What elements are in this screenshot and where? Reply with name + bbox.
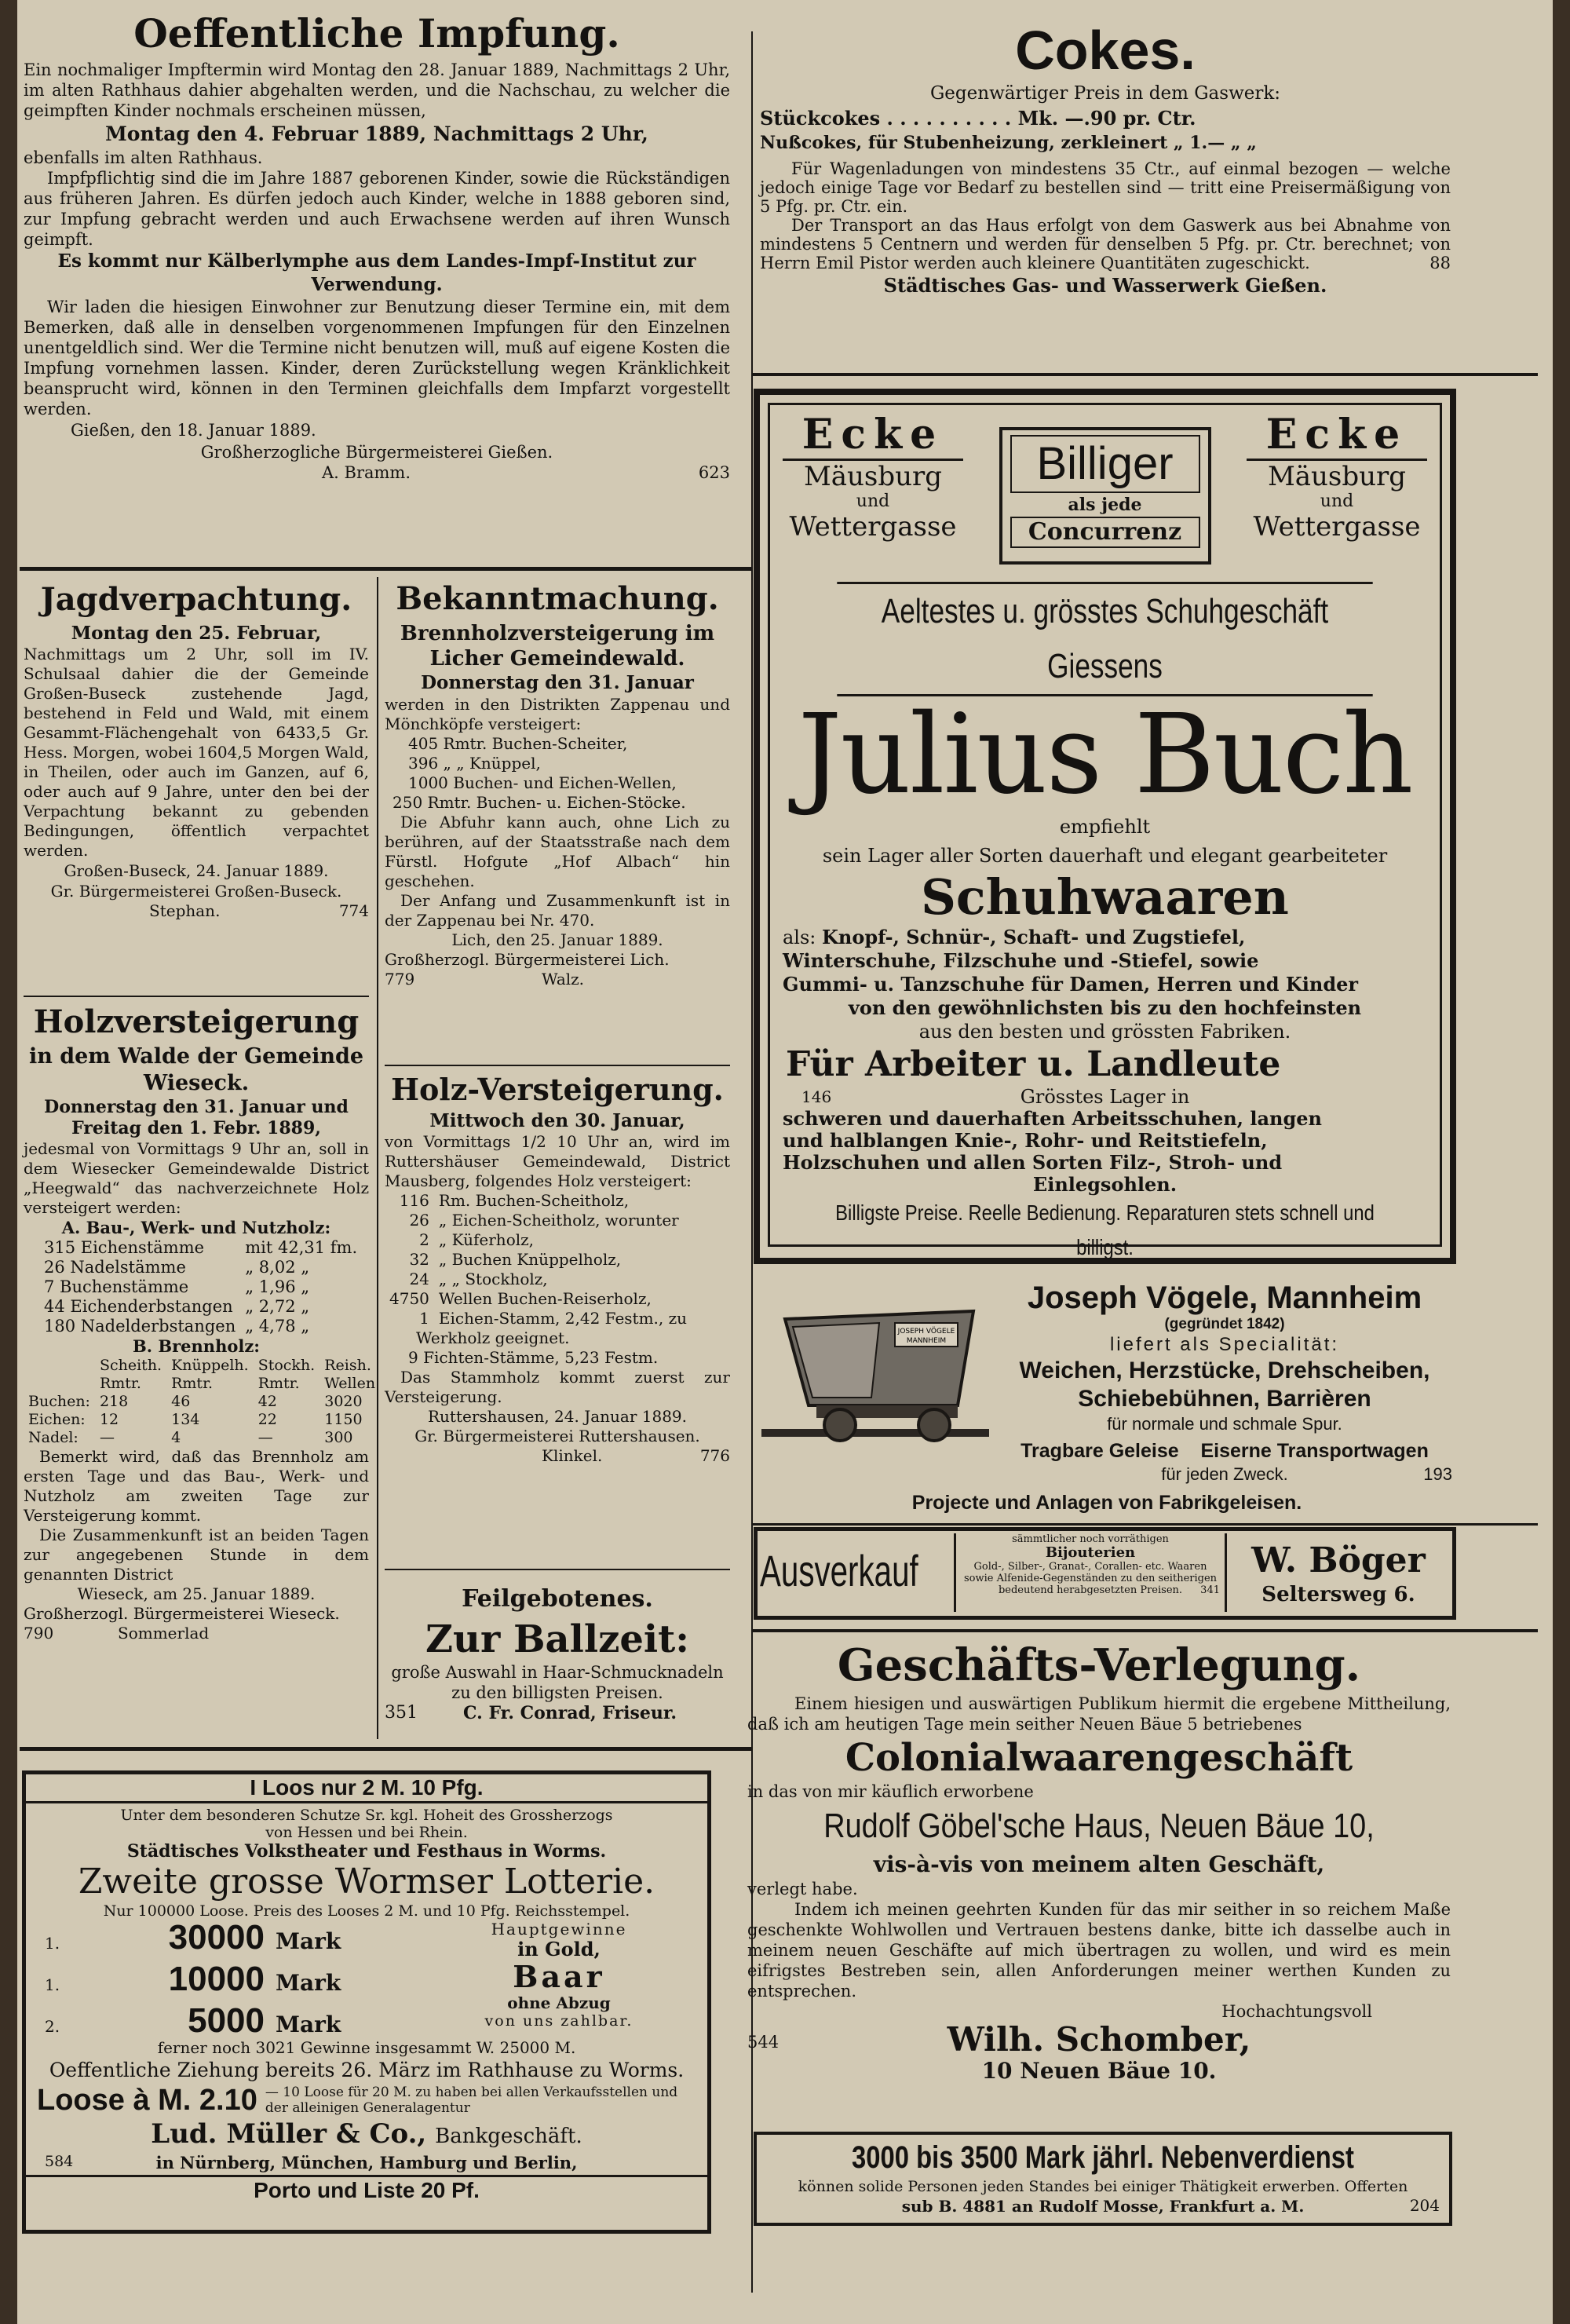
buch-als2: als: (783, 926, 816, 948)
holz1-date: Wieseck, am 25. Januar 1889. (77, 1584, 316, 1603)
table-row (39, 1297, 362, 1317)
holz1-hA: A. Bau-, Werk- und Nutzholz: (61, 1218, 331, 1237)
cell: „ Eichen-Scheitholz, worunter (438, 1211, 679, 1230)
cell: 4750 (389, 1289, 429, 1308)
buch-name: Julius Buch (798, 691, 1412, 819)
jagd-sign: Stephan. (149, 901, 221, 920)
bekannt-p1: Donnerstag den 31. Januar (421, 672, 694, 693)
cell: Rm. Buchen-Scheitholz, (438, 1191, 630, 1210)
table-row (24, 1429, 380, 1447)
conrad-sign: C. Fr. Conrad, Friseur. (463, 1703, 677, 1723)
cell: „ „ Stockholz, (438, 1270, 548, 1288)
buch-ecke-right: Ecke (1247, 411, 1427, 461)
voegele-est: (gegründet 1842) (1164, 1316, 1285, 1332)
holz1-sub: in dem Walde der Gemeinde Wieseck. (28, 1044, 364, 1095)
cell: 24 (409, 1270, 429, 1288)
cell: Stockh. (257, 1357, 316, 1374)
buch-ecke-left: Ecke (783, 411, 963, 461)
buch-list3: Gummi- u. Tanzschuhe für Damen, Herren und Kinder (783, 973, 1359, 996)
buch-conc: Concurrenz (1010, 517, 1200, 548)
cokes-title: Cokes. (1015, 20, 1196, 81)
buch-list5: aus den besten und grössten Fabriken. (918, 1021, 1291, 1043)
ad-boeger (754, 1527, 1456, 1621)
buch-g1: schweren und dauerhaften Arbeitsschuhen, langen (783, 1107, 1322, 1130)
schomber-p4: Indem ich meinen geehrten Kunden für das mir seither in so reichem Maße geschenkte Wohlwollen und Vertrauen bestens danke, bitte ich dasselbe auch in meinem neuen Geschäfte auf mich übertragen zu wollen, und wird es mein eifrigstes Bestreben sein, allen Anforderungen meiner werthen Kunden zu entsprechen. (747, 1900, 1451, 2001)
holz2-num: 776 (699, 1446, 730, 1465)
ad-holz-ruttershausen (385, 1069, 730, 1540)
lotterie-firm2: Bankgeschäft. (435, 2125, 582, 2148)
ad-impfung (24, 8, 730, 561)
conrad-h1: Feilgebotenes. (462, 1585, 653, 1613)
cell: Eichen: (28, 1411, 86, 1428)
cokes-row1: Stückcokes . . . . . . . . . . Mk. —.90 pr. Ctr. (760, 107, 1196, 130)
bekannt-item: 396 „ „ Knüppel, (408, 754, 541, 773)
jagd-p2: Nachmittags um 2 Uhr, soll im IV. Schulsaal dahier die der Gemeinde Großen-Buseck zustehende Jagd, bestehend in Feld und Wald, mit einem Gesammt-Flächengehalt von 6433,5 Gr. Hess. Morgen, wobei 1604,5 Morgen Wald, in Theilen, oder auch im Ganzen, auf 6, oder auch auf 9 Jahre, unter den bei der Verpachtung bekannt zu gebenden Bedingungen, öffentlich verpachtet werden. (24, 645, 369, 860)
schomber-vis: vis-à-vis von meinem alten Geschäft, (873, 1851, 1325, 1877)
buch-g3: Holzschuhen und allen Sorten Filz-, Stroh- und (783, 1151, 1283, 1174)
bekannt-sub: Brennholzversteigerung im Licher Gemeindewald. (400, 622, 715, 671)
buch-gr: Grösstes Lager in (1020, 1086, 1190, 1108)
voegele-l7: Projecte und Anlagen von Fabrikgeleisen. (911, 1492, 1302, 1514)
buch-list2: Winterschuhe, Filzschuhe und -Stiefel, sowie (783, 949, 1259, 972)
cell: Nadel: (28, 1429, 78, 1446)
cell: Scheith. (99, 1357, 162, 1374)
table-row (39, 1238, 362, 1258)
section-rule (753, 1523, 1538, 1526)
schomber-p1: Einem hiesigen und auswärtigen Publikum hiermit die ergebene Mittheilung, daß ich am heutigen Tage mein seither Neuen Bäue 5 betriebenes (747, 1694, 1451, 1734)
cell: 3020 (324, 1393, 363, 1410)
lotterie-prizes (37, 1918, 696, 2040)
lotterie-hg1: Hauptgewinne (491, 1920, 627, 1938)
cell: mit 42,31 fm. (245, 1238, 358, 1257)
prize-row: 1. 30000 Mark (45, 1918, 341, 1957)
lotterie-head: I Loos nur 2 M. 10 Pfg. (26, 1774, 707, 1803)
cell: 218 (99, 1393, 129, 1410)
holz2-p2: von Vormittags 1/2 10 Uhr an, wird im Ruttershäuser Gemeindewald, District Mausberg, folgendes Holz versteigert: (385, 1132, 730, 1190)
lotterie-title: Zweite grosse Wormser Lotterie. (78, 1862, 655, 1902)
impfung-p6: Wir laden die hiesigen Einwohner zur Benutzung dieser Termine ein, mit dem Bemerken, daß alle in denselben vorgenommenen Impfungen für den Einzelnen unentgeldlich sind. Wer die Termine nicht benutzen will, muß auf eigene Kosten die Impfung vornehmen lassen. Kinder, deren Zurückstellung wegen Kränklichkeit beansprucht wird, können in den Terminen gleichfalls dem Impfarzt vorgestellt werden. (24, 298, 730, 418)
cell: 44 Eichenderbstangen (44, 1297, 233, 1316)
lotterie-l4: Nur 100000 Loose. Preis des Looses 2 M. und 10 Pfg. Reichsstempel. (103, 1902, 630, 1920)
cell: 26 Nadelstämme (44, 1258, 186, 1277)
buch-und-right: und (1320, 491, 1354, 511)
cokes-row2: Nußcokes, für Stubenheizung, zerkleinert „ 1.— „ „ (760, 133, 1257, 153)
bekannt-item: 250 Rmtr. Buchen- u. Eichen-Stöcke. (392, 793, 686, 812)
table-row (24, 1357, 380, 1375)
holz1-p4: Die Zusammenkunft ist an beiden Tagen zur angegebenen Stunde in dem genannten District (24, 1526, 369, 1584)
page-edge-left (0, 0, 17, 2324)
lotterie-hg2: in Gold, (517, 1938, 601, 1960)
lotterie-l7: in Nürnberg, München, Hamburg und Berlin, (155, 2153, 578, 2172)
voegele-l2: Weichen, Herzstücke, Drehscheiben, (1019, 1357, 1430, 1383)
boeger-t2: Bijouterien (1045, 1544, 1136, 1561)
voegele-l5b: Eiserne Transportwagen (1200, 1440, 1429, 1462)
holz1-p3: Bemerkt wird, daß das Brennholz am ersten Tage und das Bau-, Werk- und Nutzholz am zweiten Tage zur Versteigerung kommt. (24, 1447, 369, 1525)
schomber-addr: 10 Neuen Bäue 10. (981, 2058, 1217, 2084)
schomber-haus: Rudolf Göbel'sche Haus, Neuen Bäue 10, (823, 1807, 1375, 1845)
buch-g2: und halblangen Knie-, Rohr- und Reitstiefeln, (783, 1129, 1268, 1152)
cell: 7 Buchenstämme (44, 1277, 189, 1296)
holz2-office: Gr. Bürgermeisterei Ruttershausen. (414, 1427, 700, 1445)
prize-row: 2. 5000 Mark (45, 2001, 341, 2040)
holz2-p3: Werkholz geeignet. (416, 1328, 570, 1347)
buch-maus-right: Mäusburg (1267, 461, 1407, 492)
cell: Wellen Buchen-Reiserholz, (438, 1289, 652, 1308)
ad-bekanntmachung (385, 577, 730, 1064)
section-rule (385, 1065, 730, 1066)
impfung-date: Gießen, den 18. Januar 1889. (71, 421, 316, 440)
lotterie-l2: von Hessen und bei Rhein. (265, 1824, 468, 1841)
bekannt-num: 779 (385, 970, 415, 988)
cell: 1150 (324, 1411, 363, 1428)
buch-g4: Einlegsohlen. (1032, 1173, 1178, 1196)
boeger-t1: sämmtlicher noch vorräthigen (1012, 1533, 1169, 1545)
lotterie-foot: Porto und Liste 20 Pf. (26, 2175, 707, 2204)
holz2-date: Ruttershausen, 24. Januar 1889. (427, 1407, 688, 1426)
jagd-date: Großen-Buseck, 24. Januar 1889. (64, 861, 329, 880)
cell: 1 (419, 1309, 429, 1328)
cokes-sign: Städtisches Gas- und Wasserwerk Gießen. (883, 274, 1327, 297)
buch-header (770, 405, 1440, 582)
buch-billiger: Billiger (1010, 435, 1200, 493)
section-rule (385, 1569, 730, 1570)
holz2-table (385, 1191, 692, 1328)
buch-list4: von den gewöhnlichsten bis zu den hochfeinsten (848, 996, 1362, 1019)
holz1-p2: jedesmal von Vormittags 9 Uhr an, soll in dem Wiesecker Gemeindewalde District „Heegwald“ das nachverzeichnete Holz versteigert werden: (24, 1139, 369, 1217)
lotterie-firm: Lud. Müller & Co., (151, 2118, 427, 2150)
impfung-sign: A. Bramm. (322, 463, 411, 482)
cell: Eichen-Stamm, 2,42 Festm., zu (438, 1309, 688, 1328)
impfung-p4: Impfpflichtig sind die im Jahre 1887 geborenen Kinder, sowie die Rückständigen aus früheren Jahren. Es dürfen jedoch auch Kinder, welche in 1888 geboren sind, zur Impfung gebracht werden und auch Erwachsene werden auf ihren Wunsch geimpft. (24, 169, 730, 249)
ad-julius-buch (754, 389, 1456, 1264)
ad-mosse (754, 2132, 1452, 2226)
column-rule-left (377, 577, 378, 1739)
ad-jagd (24, 577, 369, 993)
boeger-ausverkauf: Ausverkauf (760, 1546, 918, 1595)
page-edge-right (1553, 0, 1570, 2324)
bekannt-p4: Der Anfang und Zusammenkunft ist in der Zappenau bei Nr. 470. (385, 891, 730, 930)
lotterie-l6: Oeffentliche Ziehung bereits 26. März im Rathhause zu Worms. (49, 2059, 685, 2081)
cell: Rmtr. (171, 1375, 214, 1392)
bekannt-office: Großherzogl. Bürgermeisterei Lich. (385, 950, 670, 969)
bekannt-p3: Die Abfuhr kann auch, ohne Lich zu berühren, auf der Staatsstraße nach dem Fürstl. Hofgute „Hof Albach“ hin geschehen. (385, 813, 730, 890)
impfung-p2: Montag den 4. Februar 1889, Nachmittags 2 Uhr, (105, 122, 648, 145)
buch-wett-left: Wettergasse (789, 511, 957, 543)
cell: Reish. (324, 1357, 371, 1374)
holz2-title: Holz-Versteigerung. (391, 1072, 724, 1107)
cell: Rmtr. (257, 1375, 300, 1392)
holz2-sign: Klinkel. (542, 1446, 603, 1465)
cell: „ 8,02 „ (245, 1258, 310, 1277)
cell: 300 (324, 1429, 353, 1446)
bekannt-item: 1000 Buchen- und Eichen-Wellen, (408, 773, 677, 792)
schomber-p3: verlegt habe. (747, 1880, 858, 1898)
prize-row: 1. 10000 Mark (45, 1960, 341, 1998)
table-row (39, 1258, 362, 1277)
cell: 116 (399, 1191, 429, 1210)
buch-aeltestes: Aeltestes u. grösstes Schuhgeschäft Giessens (837, 582, 1372, 696)
cell: — (257, 1429, 273, 1446)
cell: Buchen: (28, 1393, 90, 1410)
buch-wett-right: Wettergasse (1253, 511, 1421, 543)
section-rule (753, 373, 1538, 376)
cell: 42 (257, 1393, 277, 1410)
holz1-p1: Donnerstag den 31. Januar und Freitag den 1. Febr. 1889, (44, 1097, 349, 1138)
boeger-name: W. Böger (1251, 1540, 1426, 1580)
cell: Knüppelh. (171, 1357, 249, 1374)
cell: 26 (409, 1211, 429, 1230)
table-row (385, 1211, 692, 1230)
buch-schuh: Schuhwaaren (921, 868, 1289, 926)
holz1-table-a (39, 1238, 362, 1336)
schomber-num: 544 (747, 2033, 780, 2052)
mosse-l1: können solide Personen jeden Standes bei einiger Thätigkeit erwerben. Offerten (798, 2178, 1408, 2195)
cell: „ Buchen Knüppelholz, (438, 1250, 622, 1269)
buch-und-left: und (856, 491, 890, 511)
cell: 134 (171, 1411, 200, 1428)
impfung-p5: Es kommt nur Kälberlymphe aus dem Landes-Impf-Institut zur Verwendung. (57, 250, 696, 295)
table-row (385, 1309, 692, 1328)
voegele-name: Joseph Vögele, Mannheim (1027, 1281, 1422, 1315)
impfung-office: Großherzogliche Bürgermeisterei Gießen. (200, 443, 553, 462)
voegele-l1: liefert als Specialität: (1109, 1334, 1340, 1355)
cell: 4 (171, 1429, 181, 1446)
voegele-l4: für normale und schmale Spur. (1107, 1414, 1342, 1434)
cokes-sub: Gegenwärtiger Preis in dem Gaswerk: (929, 83, 1281, 104)
cell: 180 Nadelderbstangen (44, 1317, 236, 1336)
schomber-hoch: Hochachtungsvoll (1221, 2002, 1372, 2021)
conrad-h2: Zur Ballzeit: (425, 1617, 689, 1661)
conrad-num: 351 (385, 1703, 418, 1723)
dump-cart-illustration (761, 1295, 989, 1460)
bekannt-sign: Walz. (542, 970, 585, 988)
section-rule (753, 1629, 1538, 1632)
cell: 315 Eichenstämme (44, 1238, 205, 1257)
ad-holz-wieseck (24, 1001, 376, 1739)
ad-conrad (385, 1582, 730, 1739)
table-row (24, 1393, 380, 1411)
bekannt-title: Bekanntmachung. (396, 580, 719, 617)
impfung-p1: Ein nochmaliger Impftermin wird Montag den 28. Januar 1889, Nachmittags 2 Uhr, im alten Rathhaus dahier abgehalten werden, und die Nachschau, zu welcher die geimpften Kinder nochmals erscheinen müssen, (24, 60, 730, 120)
ad-cokes (760, 20, 1451, 365)
buch-num: 146 (801, 1087, 832, 1106)
buch-lager: sein Lager aller Sorten dauerhaft und elegant gearbeiteter (822, 845, 1388, 867)
boeger-num: 341 (1200, 1584, 1220, 1596)
lotterie-l3: Städtisches Volkstheater und Festhaus in Worms. (126, 1841, 607, 1862)
buch-maus-left: Mäusburg (803, 461, 943, 492)
cell: 32 (409, 1250, 429, 1269)
mosse-num: 204 (1409, 2196, 1440, 2215)
cell: 12 (99, 1411, 119, 1428)
section-rule (20, 1747, 751, 1751)
impfung-num: 623 (698, 463, 730, 482)
jagd-office: Gr. Bürgermeisterei Großen-Buseck. (50, 882, 342, 901)
lotterie-loose2: — 10 Loose für 20 M. zu haben bei allen Verkaufsstellen und der alleinigen Generalagentur (265, 2085, 678, 2116)
schomber-c: Colonialwaarengeschäft (845, 1736, 1353, 1780)
lotterie-l1: Unter dem besonderen Schutze Sr. kgl. Hoheit des Grossherzogs (120, 1807, 613, 1824)
buch-empf: empfiehlt (1059, 816, 1151, 838)
cell: 22 (257, 1411, 277, 1428)
lotterie-hg5: von uns zahlbar. (484, 2012, 633, 2030)
jagd-title: Jagdverpachtung. (40, 581, 352, 618)
schomber-title: Geschäfts-Verlegung. (837, 1639, 1361, 1691)
voegele-num: 193 (1423, 1464, 1452, 1484)
mosse-l2: sub B. 4881 an Rudolf Mosse, Frankfurt a. M. (901, 2197, 1305, 2216)
cell: 2 (419, 1230, 429, 1249)
ad-voegele (761, 1280, 1452, 1519)
table-row (385, 1230, 692, 1250)
cell: — (99, 1429, 115, 1446)
buch-arbeiter: Für Arbeiter u. Landleute (786, 1044, 1281, 1084)
buch-als: als jede (1068, 495, 1142, 515)
table-row (385, 1250, 692, 1270)
cokes-p1: Für Wagenladungen von mindestens 35 Ctr., auf einmal bezogen — welche jedoch einige Tage vor Bedarf zu bestellen sind — tritt eine Preisermäßigung von 5 Pfg. pr. Ctr. ein. (760, 159, 1451, 216)
ad-lotterie (22, 1770, 711, 2234)
schomber-p2: in das von mir käuflich erworbene (747, 1782, 1034, 1801)
cart-label: JOSEPH VÖGELE (897, 1328, 955, 1336)
bekannt-date: Lich, den 25. Januar 1889. (451, 930, 663, 949)
table-row (385, 1191, 692, 1211)
bekannt-item: 405 Rmtr. Buchen-Scheiter, (408, 734, 628, 753)
voegele-l5a: Tragbare Geleise (1020, 1440, 1179, 1462)
holz2-p5: Das Stammholz kommt zuerst zur Versteigerung. (385, 1368, 730, 1406)
table-row (39, 1317, 362, 1336)
cell: „ Küferholz, (438, 1230, 535, 1249)
lotterie-loose: Loose à M. 2.10 (37, 2084, 257, 2117)
boeger-t3: Gold-, Silber-, Granat-, Corallen- etc. Waaren sowie Alfenide-Gegenständen zu den seitherigen bedeutend herabgesetzten Preisen. (963, 1561, 1218, 1596)
cell: „ 1,96 „ (245, 1277, 310, 1296)
table-row (385, 1270, 692, 1289)
section-rule (20, 567, 751, 571)
table-row (385, 1289, 692, 1309)
cell: „ 2,72 „ (245, 1297, 310, 1316)
section-rule (24, 996, 369, 997)
cell: 46 (171, 1393, 191, 1410)
buch-list1: Knopf-, Schnür-, Schaft- und Zugstiefel, (822, 926, 1246, 948)
holz2-p1: Mittwoch den 30. Januar, (429, 1110, 685, 1131)
lotterie-l5: ferner noch 3021 Gewinne insgesammt W. 25000 M. (157, 2038, 576, 2057)
impfung-p3: ebenfalls im alten Rathhaus. (24, 148, 263, 167)
cell: Rmtr. (99, 1375, 141, 1392)
cell: „ 4,78 „ (245, 1317, 310, 1336)
cart-label-2: MANNHEIM (906, 1337, 947, 1345)
voegele-l3: Schiebebühnen, Barrièren (1078, 1386, 1371, 1412)
bekannt-p2: werden in den Distrikten Zappenau und Mönchköpfe versteigert: (385, 695, 730, 733)
cokes-num: 88 (1429, 254, 1451, 272)
table-row (24, 1375, 380, 1393)
holz1-hB: B. Brennholz: (132, 1336, 260, 1356)
holz2-p4: 9 Fichten-Stämme, 5,23 Festm. (408, 1348, 659, 1367)
lotterie-hg3: Baar (513, 1959, 605, 1994)
lotterie-num: 584 (45, 2153, 74, 2170)
table-row (39, 1277, 362, 1297)
holz1-sign: Sommerlad (118, 1624, 210, 1643)
lotterie-hg4: ohne Abzug (507, 1993, 611, 2012)
ad-schomber (747, 1637, 1451, 2124)
jagd-num: 774 (338, 901, 369, 920)
cell: Wellen (324, 1375, 376, 1392)
holz1-table-b (24, 1357, 380, 1447)
conrad-p: große Auswahl in Haar-Schmucknadeln zu den billigsten Preisen. (391, 1663, 724, 1702)
mosse-title: 3000 bis 3500 Mark jährl. Nebenverdienst (852, 2140, 1354, 2175)
voegele-l6: für jeden Zweck. (1161, 1464, 1288, 1484)
boeger-addr: Seltersweg 6. (1261, 1583, 1415, 1606)
table-row (24, 1411, 380, 1429)
buch-foot: Billigste Preise. Reelle Bedienung. Reparaturen stets schnell und billigst. (835, 1200, 1375, 1259)
holz1-title: Holzversteigerung (33, 1003, 360, 1040)
jagd-p1: Montag den 25. Februar, (71, 623, 322, 644)
impfung-title: Oeffentliche Impfung. (133, 10, 620, 57)
cokes-p2: Der Transport an das Haus erfolgt von dem Gaswerk aus bei Abnahme von mindestens 5 Centnern und werden für denselben 5 Pfg. pr. Ctr. berechnet; von Herrn Emil Pistor werden auch kleinere Quantitäten zugeschickt. (760, 216, 1451, 272)
holz1-office: Großherzogl. Bürgermeisterei Wieseck. (24, 1604, 340, 1623)
holz1-num: 790 (24, 1624, 54, 1643)
schomber-sign: Wilh. Schomber, (947, 2020, 1251, 2059)
